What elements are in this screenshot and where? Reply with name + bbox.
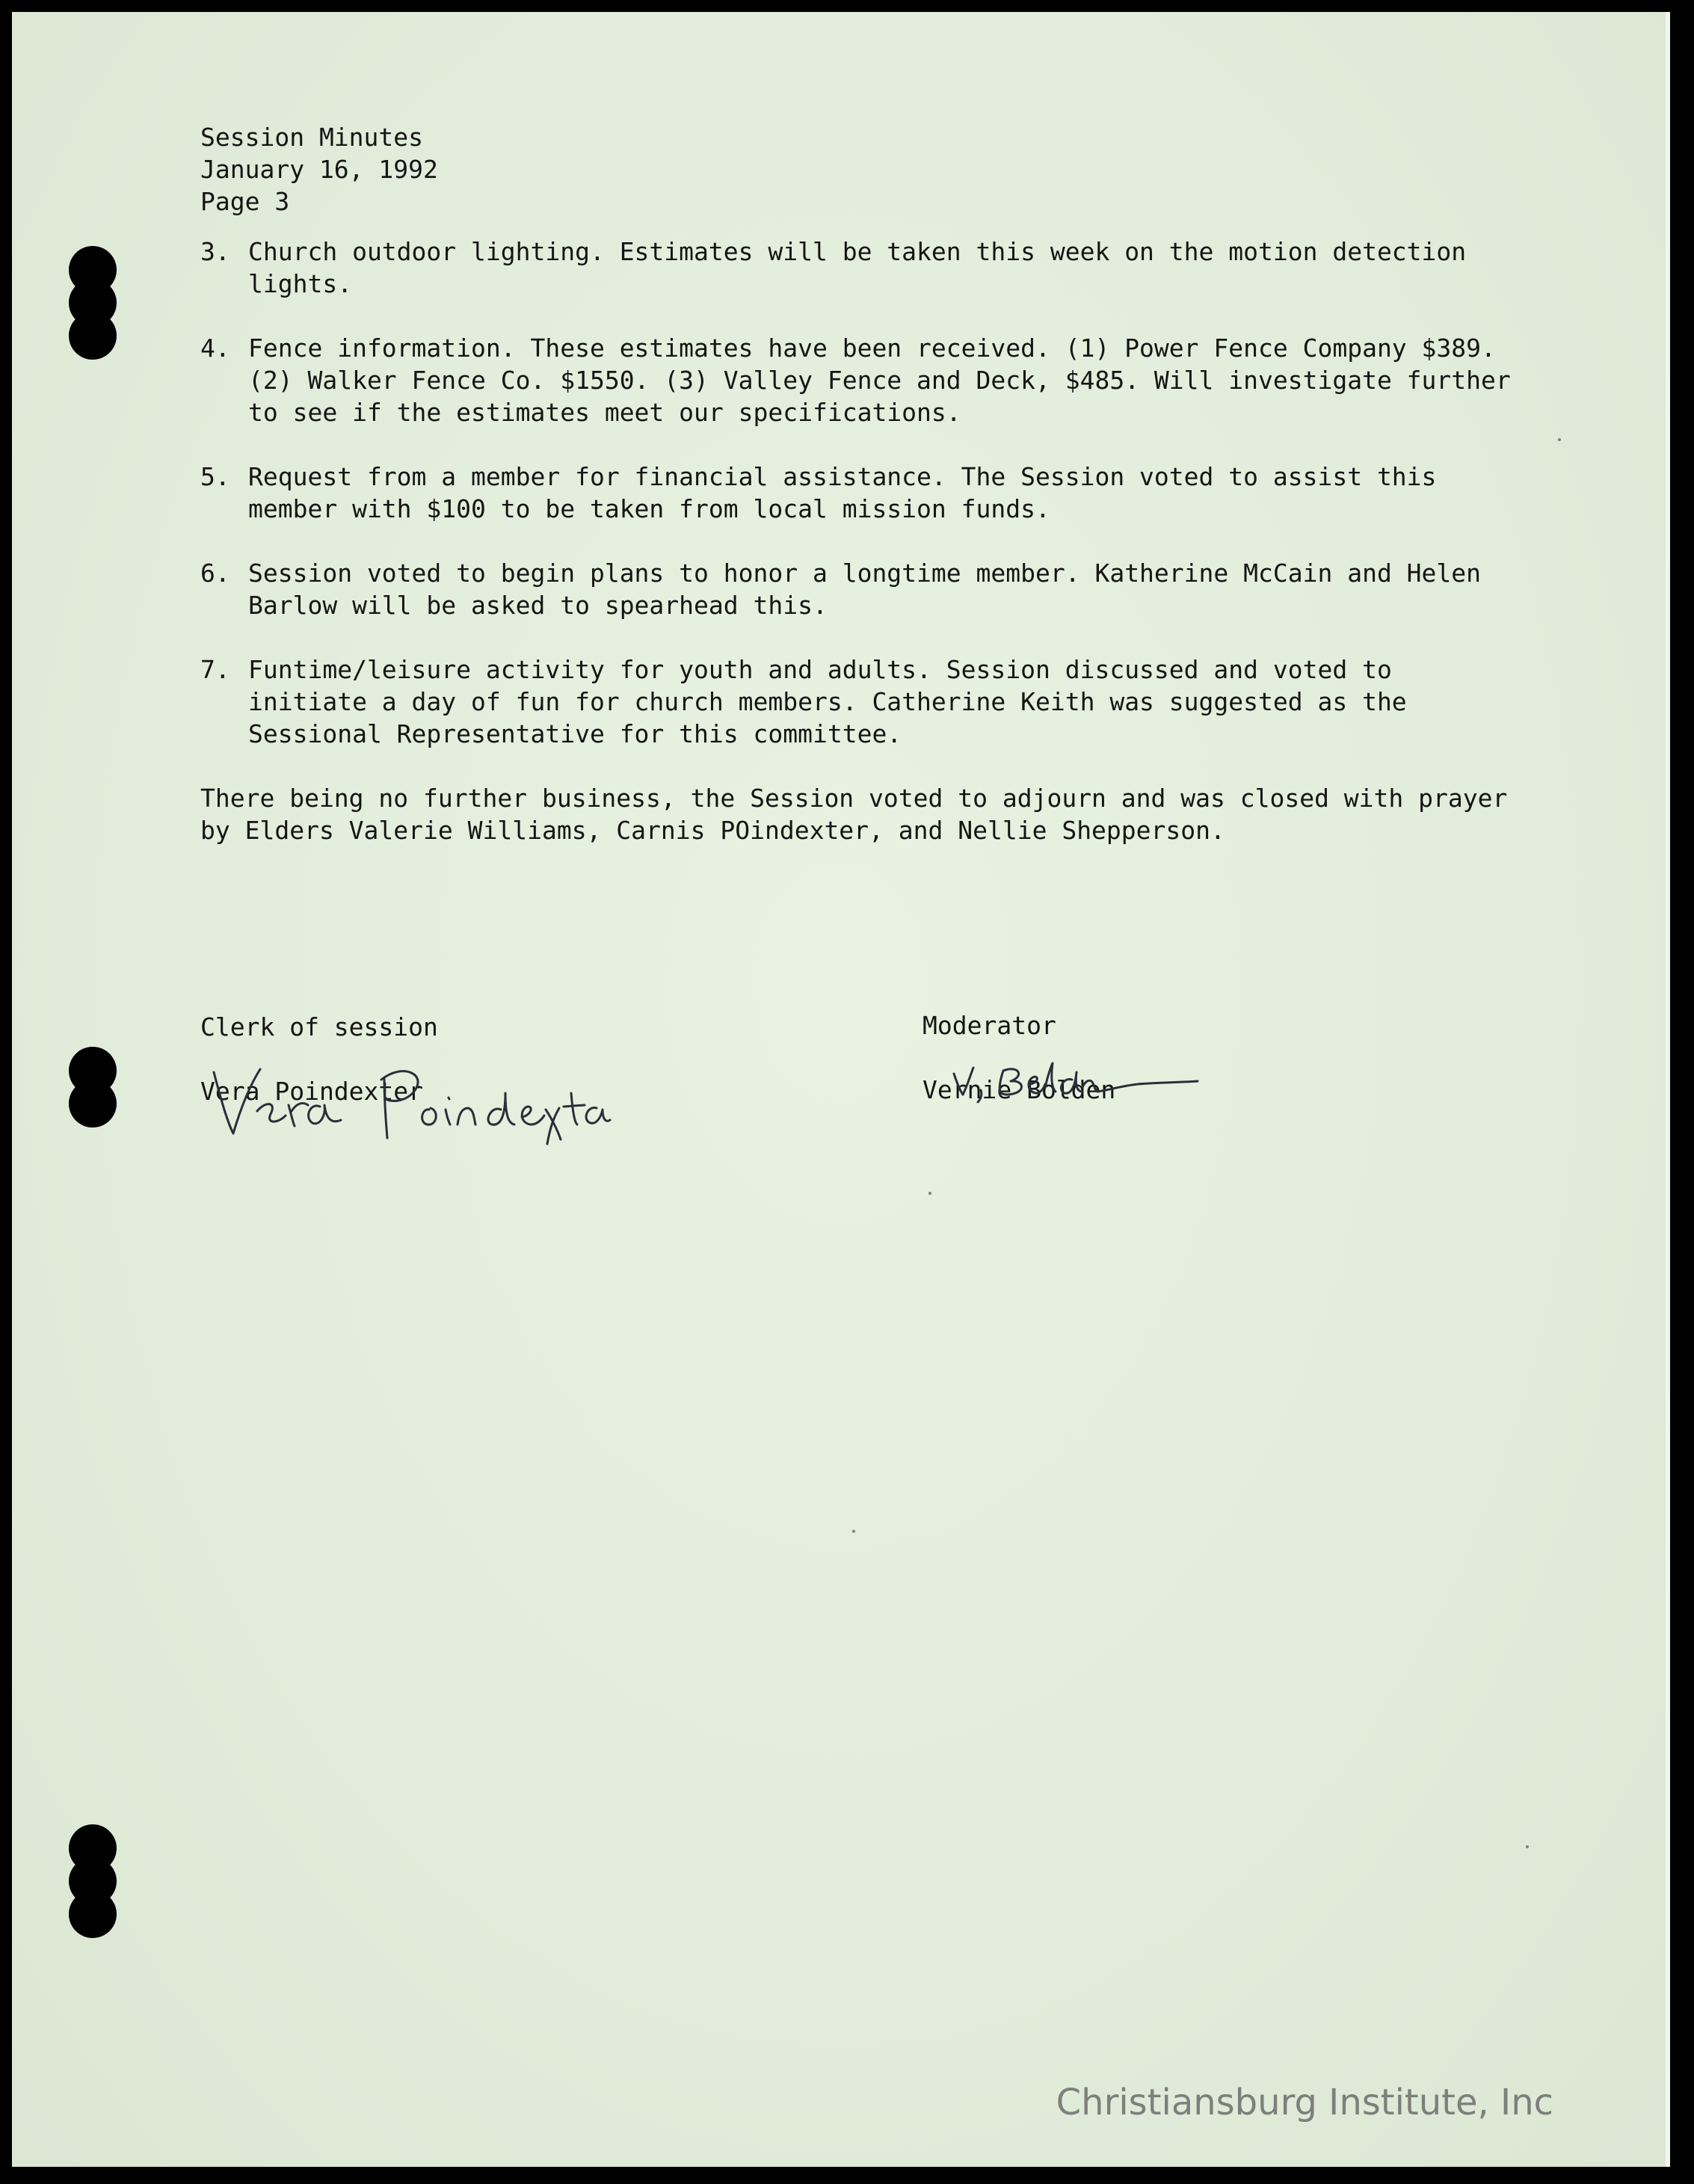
agenda-item — [200, 557, 1621, 621]
agenda-item — [200, 236, 1621, 300]
punch-hole — [69, 312, 117, 360]
minutes-body — [200, 121, 1621, 846]
document-date: January 16, 1992 — [200, 155, 438, 184]
document-title: Session Minutes — [200, 123, 424, 152]
agenda-item — [200, 461, 1621, 525]
item-number: 5. — [200, 462, 230, 491]
item-text: Fence information. These estimates have been received. (1) Power Fence Company $389. (2) Walker Fence Co. $1550. (3) Valley Fence and Deck, $485. Will investigate further to see if the estimates meet our specifications. — [248, 333, 1511, 427]
agenda-list — [200, 236, 1621, 750]
item-number: 6. — [200, 559, 230, 588]
item-text: Funtime/leisure activity for youth and adults. Session discussed and voted to initiate a day of fun for church members. Catherine Keith was suggested as the Sessional Representative for this committee. — [248, 655, 1407, 748]
closing-paragraph: There being no further business, the Session voted to adjourn and was closed with prayer by Elders Valerie Williams, Carnis POindexter, and Nellie Shepperson. — [200, 784, 1508, 845]
item-text: Session voted to begin plans to honor a longtime member. Katherine McCain and Helen Barlow will be asked to spearhead this. — [248, 559, 1482, 620]
item-text: Church outdoor lighting. Estimates will be taken this week on the motion detection lights. — [248, 237, 1467, 298]
moderator-role: Moderator — [923, 1011, 1056, 1040]
clerk-role: Clerk of session — [200, 1012, 438, 1042]
moderator-handwritten-signature — [951, 1057, 1205, 1110]
clerk-name: Vera Poindexter — [200, 1077, 424, 1106]
item-number: 7. — [200, 655, 230, 684]
moderator-name: Vernie Bolden — [923, 1075, 1116, 1104]
page-number: Page 3 — [200, 187, 290, 216]
item-text: Request from a member for financial assistance. The Session voted to assist this member with $100 to be taken from local mission funds. — [248, 462, 1437, 523]
paper-speck — [852, 1530, 855, 1533]
clerk-handwritten-signature — [208, 1056, 612, 1145]
item-number: 3. — [200, 237, 230, 266]
punch-hole — [69, 1080, 117, 1128]
agenda-item — [200, 332, 1621, 428]
paper-speck — [1526, 1845, 1529, 1848]
item-number: 4. — [200, 333, 230, 363]
agenda-item — [200, 653, 1621, 750]
document-page — [12, 12, 1670, 2167]
paper-speck — [928, 1192, 931, 1195]
archive-watermark: Christiansburg Institute, Inc — [1056, 2082, 1553, 2123]
punch-hole — [69, 1890, 117, 1938]
